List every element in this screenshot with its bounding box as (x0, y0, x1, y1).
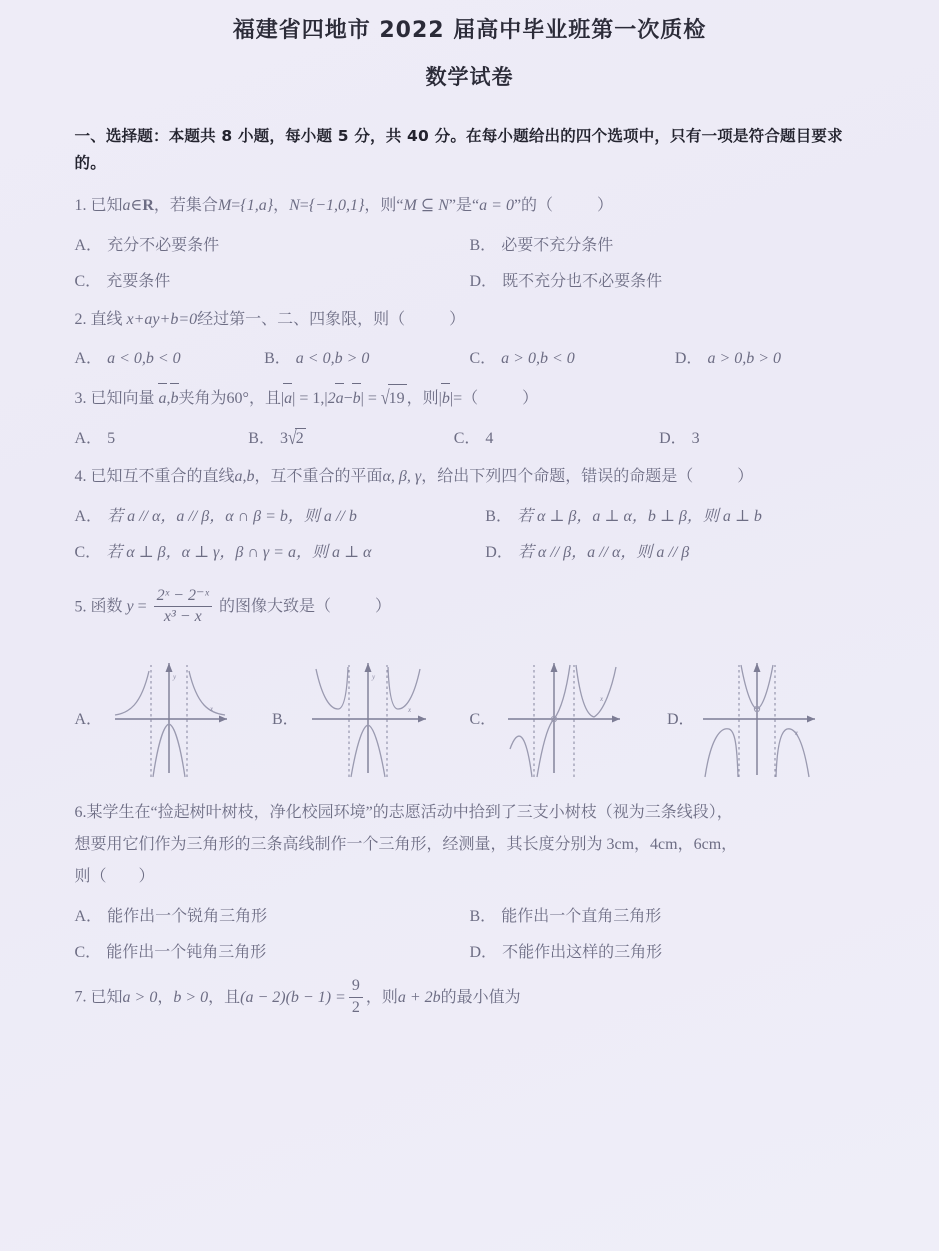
question-6-options (75, 903, 865, 926)
q3-text-2: 夹角为 (178, 390, 227, 408)
q1-reals-symbol: R (142, 197, 154, 215)
question-4-options-row2 (75, 539, 865, 562)
q2-option-d[interactable] (675, 345, 781, 368)
q1-subset-expr: M ⊆ N (403, 197, 449, 215)
question-6-options-row2 (75, 939, 865, 962)
q4-option-d-label: D． (485, 543, 513, 561)
q1-set-m-value: {1,a} (240, 197, 274, 215)
question-5 (75, 588, 865, 628)
question-6-number: 6. (74, 804, 87, 822)
q7-fraction (349, 977, 363, 1017)
q1-option-b-text: 必要不充分条件 (501, 236, 614, 254)
q2-option-a-label: A． (74, 350, 103, 368)
q1-in-symbol: ∈ (130, 197, 143, 215)
question-7-stem (90, 977, 521, 1016)
q6-line-1: 某学生在“捡起树叶树枝，净化校园环境”的志愿活动中拾到了三支小树枝（视为三条线段）， (86, 804, 733, 822)
q1-option-b[interactable] (470, 232, 865, 255)
q1-text-5: ”的（ (513, 197, 554, 215)
q5-text-1: 函数 (90, 598, 123, 616)
question-1-stem (91, 197, 614, 214)
q7-expression: (a − 2)(b − 1) = (240, 988, 346, 1006)
q6-option-a-label: A． (74, 908, 103, 926)
q4-planes: α, β, γ (382, 468, 422, 486)
q2-text-3: ） (449, 310, 466, 328)
q1-set-n-value: {−1,0,1} (308, 197, 365, 215)
q1-option-c-text: 充要条件 (106, 272, 171, 290)
question-7-number: 7. (74, 988, 87, 1006)
q6-option-b[interactable] (470, 903, 865, 926)
q7-frac-numerator: 9 (349, 977, 363, 997)
q2-option-d-label: D． (674, 350, 703, 368)
q7-frac-denominator: 2 (351, 998, 360, 1016)
q5-text-3: ） (374, 598, 391, 616)
question-2-number: 2. (74, 310, 87, 328)
q3-option-c[interactable] (454, 425, 659, 448)
question-3-options (75, 425, 865, 448)
section-heading: 一、选择题：本题共 8 小题，每小题 5 分，共 40 分。在每小题给出的四个选项中，只有一项是符合题目要求的。 (74, 127, 843, 173)
q4-option-a-label: A． (74, 507, 103, 525)
q6-option-c-text: 能作出一个钝角三角形 (106, 944, 267, 962)
q7-cond-a: a > 0 (122, 988, 158, 1006)
q3-option-d-text: 3 (691, 430, 700, 448)
q4-option-a-text: 若 a // α，a // β，α ∩ β = b，则 a // b (107, 507, 357, 525)
q3-vector-a: a (159, 386, 167, 412)
q3-text-4: ，则 (406, 390, 439, 408)
graph-b-y-label: y (372, 673, 376, 682)
q6-line-3[interactable]: 则（ ） (74, 868, 155, 886)
q2-option-b-label: B． (264, 350, 291, 368)
q4-option-c-text: 若 α ⊥ β，α ⊥ γ，β ∩ γ = a，则 a ⊥ α (106, 543, 372, 561)
graph-a-x-label: x (209, 705, 213, 714)
graph-a-plot (107, 653, 237, 781)
q5-numerator: 2ˣ − 2⁻ˣ (154, 587, 212, 607)
q4-option-b[interactable] (485, 503, 864, 526)
q4-text-2: ，互不重合的平面 (254, 468, 383, 486)
q5-graph-d-label: D． (667, 710, 695, 728)
q1-cond-expr: a = 0 (479, 197, 514, 215)
page-subtitle: 数学试卷 (425, 65, 514, 89)
graph-d-plot (699, 653, 829, 781)
q3-option-c-text: 4 (485, 430, 494, 448)
q5-graph-c-label: C． (469, 710, 497, 728)
q3-eq-3: =（ (453, 390, 479, 408)
q5-text-2: 的图像大致是（ (218, 598, 331, 616)
q3-radical-sign: √ (380, 388, 390, 410)
q3-vector-b: b (171, 386, 179, 412)
q1-option-a[interactable] (75, 232, 470, 255)
question-2-stem (91, 311, 466, 328)
q5-y: y (126, 598, 134, 616)
q4-option-c[interactable] (75, 539, 486, 562)
q1-set-n: N (289, 197, 300, 215)
question-2 (75, 307, 865, 333)
question-5-number: 5. (74, 598, 87, 616)
q2-option-b[interactable] (264, 345, 469, 368)
q4-option-b-label: B． (485, 507, 512, 525)
q3-option-c-label: C． (453, 430, 481, 448)
q2-equation: x+ay+b=0 (126, 310, 198, 328)
q3-option-a-label: A． (74, 430, 103, 448)
q2-option-a-text: a < 0,b < 0 (107, 350, 181, 368)
question-7 (75, 978, 865, 1018)
q3-text-3: ，且 (248, 390, 281, 408)
question-5-graph-options (75, 653, 865, 781)
q4-option-d-text: 若 α // β，a // α，则 a // β (517, 543, 690, 561)
q3-eq-2: = (367, 390, 377, 408)
graph-b-x-label: x (408, 706, 412, 715)
q7-sep-2: ，且 (208, 988, 241, 1006)
graph-c-plot (502, 653, 632, 781)
q2-option-c[interactable] (469, 345, 674, 368)
q6-line-2-wrap (75, 829, 865, 861)
question-4-options (75, 503, 865, 526)
q7-text-1: 已知 (90, 988, 123, 1006)
q5-graph-option-a[interactable] (75, 653, 273, 781)
question-3 (75, 384, 865, 412)
question-3-number: 3. (74, 390, 87, 408)
q6-option-d[interactable] (470, 939, 865, 962)
q5-graph-b-label: B． (272, 710, 299, 728)
q1-option-d-text: 既不充分也不必要条件 (502, 272, 663, 290)
q5-graph-option-c[interactable] (470, 653, 668, 781)
q4-text-1: 已知互不重合的直线 (90, 468, 235, 486)
q6-option-b-text: 能作出一个直角三角形 (501, 908, 662, 926)
q3-radicand: 19 (388, 384, 407, 412)
q3-abs-b: b (442, 386, 450, 412)
question-6 (75, 797, 865, 893)
question-4-number: 4. (74, 468, 87, 486)
page-title: 福建省四地市 2022 届高中毕业班第一次质检 (232, 18, 707, 43)
q1-option-c-label: C． (74, 272, 102, 290)
q6-option-a-text: 能作出一个锐角三角形 (107, 908, 268, 926)
q1-option-d-label: D． (469, 272, 498, 290)
q2-option-c-label: C． (469, 350, 497, 368)
q2-option-c-text: a > 0,b < 0 (501, 350, 575, 368)
question-5-stem (90, 586, 391, 626)
q5-fraction (154, 587, 212, 627)
q3-option-a-text: 5 (107, 430, 116, 448)
q5-graph-a-label: A． (74, 710, 103, 728)
q3-option-b-text: 3√2 (279, 427, 304, 450)
question-4 (75, 464, 865, 490)
q1-set-m: M (217, 197, 232, 215)
q4-option-b-text: 若 α ⊥ β，a ⊥ α，b ⊥ β，则 a ⊥ b (516, 507, 762, 525)
q7-text-3: 的最小值为 (440, 988, 521, 1006)
q2-option-b-text: a < 0,b > 0 (295, 350, 370, 368)
q4-lines: a,b (234, 468, 255, 486)
question-1-options (75, 232, 865, 255)
question-2-options (75, 345, 865, 368)
graph-d-x-label: x (795, 729, 799, 738)
graph-a-y-label: y (172, 673, 176, 682)
q1-text-4: ”是“ (448, 197, 480, 215)
q3-option-b-label: B． (248, 430, 275, 448)
q1-eq-2: = (299, 197, 309, 215)
q7-cond-b: b > 0 (173, 988, 209, 1006)
q2-option-d-text: a > 0,b > 0 (707, 350, 782, 368)
q1-text-1: 已知 (90, 197, 123, 215)
q1-comma: ， (273, 197, 290, 215)
q3-option-a[interactable] (75, 425, 249, 448)
q1-text-3: ，则“ (364, 197, 404, 215)
q1-option-b-label: B． (469, 236, 497, 254)
q3-option-d-label: D． (659, 430, 687, 448)
q3-coef-2: 2 (327, 390, 336, 408)
q1-var-a: a (122, 197, 131, 215)
q3-minus: − (343, 390, 353, 408)
q6-line-3-wrap (75, 861, 865, 893)
q4-text-4: ） (737, 468, 754, 486)
question-3-stem: 已知向量 a,b夹角为60°，且|a| = 1,|2a−b| = √19 ，则|b|=（ ） (91, 390, 539, 407)
q3-expr-vec-b: b (353, 386, 361, 412)
q5-denominator: x³ − x (163, 608, 202, 626)
q3-option-d[interactable] (659, 425, 700, 448)
exam-body (75, 91, 865, 1018)
q2-text-2: 经过第一、二、四象限，则（ (197, 310, 406, 328)
question-1 (75, 193, 865, 219)
q3-abs-a: a (284, 386, 292, 412)
question-1-number: 1. (74, 197, 87, 215)
q6-line-2: 想要用它们作为三角形的三条高线制作一个三角形，经测量，其长度分别为 3cm，4cm，6cm， (74, 836, 738, 854)
q4-option-c-label: C． (74, 543, 102, 561)
q6-option-d-text: 不能作出这样的三角形 (502, 944, 663, 962)
q4-option-d[interactable] (485, 539, 864, 562)
q7-text-2: ，则 (365, 988, 398, 1006)
q7-sep-1: ， (157, 988, 174, 1006)
q6-option-b-label: B． (469, 908, 497, 926)
q3-eq-1: = 1, (299, 390, 325, 408)
q1-option-d[interactable] (470, 268, 865, 291)
q1-eq-1: = (231, 197, 241, 215)
graph-b-plot (304, 653, 434, 781)
q3-text-5: ） (522, 390, 539, 408)
q6-option-a[interactable] (75, 903, 470, 926)
q6-option-c[interactable] (75, 939, 470, 962)
question-4-stem (91, 468, 754, 485)
q1-text-6: ） (597, 197, 614, 215)
q7-target-expr: a + 2b (397, 988, 441, 1006)
q1-option-c[interactable] (75, 268, 470, 291)
q5-graph-option-d[interactable] (667, 653, 865, 781)
q3-option-b[interactable] (248, 425, 453, 448)
q6-option-d-label: D． (469, 944, 498, 962)
q1-text-2: ，若集合 (153, 197, 218, 215)
q3-text-1: 已知向量 (90, 390, 155, 408)
q2-option-a[interactable] (75, 345, 265, 368)
q3-expr-vec-a: a (336, 386, 344, 412)
q1-option-a-label: A． (74, 236, 103, 254)
q5-eq: = (137, 598, 147, 616)
q2-text-1: 直线 (90, 310, 123, 328)
q3-angle: 60° (226, 390, 249, 408)
q5-graph-option-b[interactable] (272, 653, 470, 781)
title-block (0, 0, 939, 91)
q4-option-a[interactable] (75, 503, 486, 526)
graph-c-x-label: x (599, 695, 603, 704)
question-1-options-row2 (75, 268, 865, 291)
q1-option-a-text: 充分不必要条件 (107, 236, 220, 254)
q6-option-c-label: C． (74, 944, 102, 962)
q4-text-3: ，给出下列四个命题，错误的命题是（ (421, 468, 694, 486)
